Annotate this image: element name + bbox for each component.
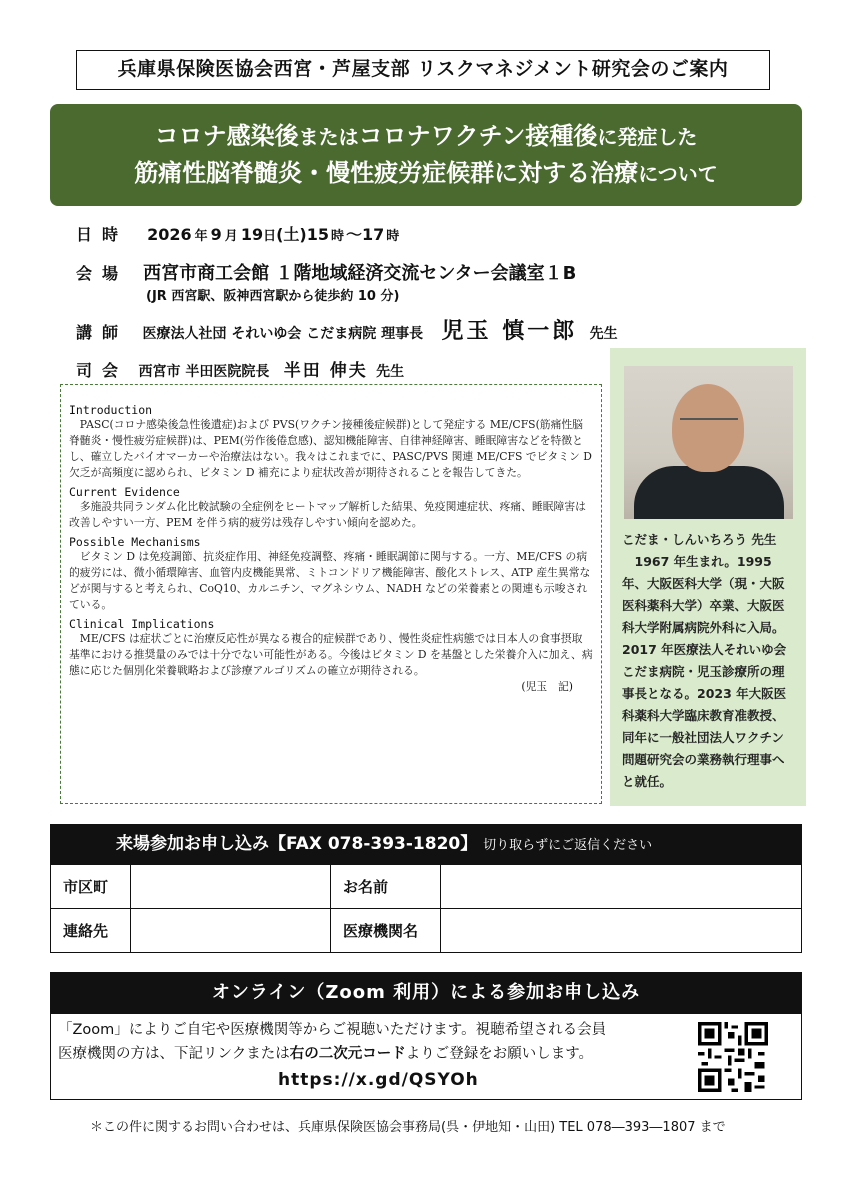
speaker-profile bbox=[610, 348, 806, 806]
event-header: 兵庫県保険医協会西宮・芦屋支部 リスクマネジメント研究会のご案内 bbox=[76, 50, 770, 90]
contact-field[interactable] bbox=[131, 909, 331, 953]
weekday: (土) bbox=[276, 225, 307, 244]
year-unit: 年 bbox=[194, 229, 208, 244]
title-banner bbox=[50, 104, 802, 206]
day: 19 bbox=[240, 225, 264, 244]
venue-label: 会場 bbox=[76, 264, 129, 283]
registration-form bbox=[50, 864, 802, 953]
online-line-2 bbox=[58, 1042, 606, 1066]
moderator-name: 半田 伸夫 bbox=[283, 361, 368, 381]
event-datetime bbox=[76, 222, 399, 245]
online-header: オンライン（Zoom 利用）による参加お申し込み bbox=[50, 972, 802, 1014]
title-text: コロナ感染後 bbox=[154, 121, 299, 150]
moderator bbox=[76, 356, 404, 381]
event-venue bbox=[76, 259, 576, 285]
title-text: について bbox=[638, 162, 718, 186]
year: 2026 bbox=[147, 225, 192, 244]
title-text: または bbox=[298, 125, 359, 149]
datetime-label: 日時 bbox=[76, 225, 129, 244]
month: 9 bbox=[210, 225, 222, 244]
venue-note: (JR 西宮駅、阪神西宮駅から徒歩約 10 分) bbox=[146, 289, 400, 304]
month-unit: 月 bbox=[224, 229, 238, 244]
profile-text bbox=[622, 529, 794, 793]
field-label: 連絡先 bbox=[51, 909, 131, 953]
registration-link[interactable]: https://x.gd/QSYOh bbox=[278, 1070, 479, 1090]
section-body: ビタミン D は免疫調節、抗炎症作用、神経免疫調整、疼痛・睡眠調節に関与する。一方、ME/CFS の病的疲労には、微小循環障害、血管内皮機能異常、ミトコンドリア機能障害、酸化ストレス、ATP 産生異常などが関与すると考えられ、CoQ10、カルニチン、マグネシウム、NADH などの栄養素との関連も示唆されている。 bbox=[69, 550, 591, 611]
online-text-part: よりご登録をお願いします。 bbox=[405, 1046, 594, 1062]
title-line-1 bbox=[50, 118, 802, 155]
section-body: 多施設共同ランダム化比較試験の全症例をヒートマップ解析した結果、免疫関連症状、疼痛、睡眠障害は改善しやすい一方、PEM を伴う病的疲労は残存しやすい傾向を認めた。 bbox=[69, 500, 586, 529]
section-body: ME/CFS は症状ごとに治療反応性が異なる複合的症候群であり、慢性炎症性病態では日本人の食事摂取基準における推奨量のみでは十分でない可能性がある。今後はビタミン D を基盤とした栄養介入に加え、病態に応じた個別化栄養戦略および診療アルゴリズムの確立が期待される。 bbox=[69, 632, 593, 677]
abstract-box bbox=[60, 384, 602, 804]
name-field[interactable] bbox=[441, 865, 802, 909]
title-text: に発症した bbox=[597, 125, 698, 149]
moderator-label: 司会 bbox=[76, 361, 129, 380]
venue-name: 西宮市商工会館 １階地域経済交流センター会議室１B bbox=[143, 263, 577, 284]
contact-footer: ＊この件に関するお問い合わせは、兵庫県保険医協会事務局(呉・伊地知・山田) TEL 078―393―1807 まで bbox=[90, 1120, 726, 1135]
start-hour: 15 bbox=[306, 225, 329, 244]
registration-header bbox=[50, 824, 802, 864]
end-hour: 17 bbox=[362, 225, 385, 244]
profile-name: こだま・しんいちろう 先生 bbox=[622, 532, 777, 547]
title-text: 筋痛性脳脊髄炎・慢性疲労症候群に対する治療 bbox=[134, 158, 639, 187]
time-unit: 時 bbox=[331, 229, 345, 244]
online-line-1: 「Zoom」によりご自宅や医療機関等からご視聴いただけます。視聴希望される会員 bbox=[58, 1022, 607, 1038]
moderator-honorific: 先生 bbox=[376, 364, 405, 380]
online-text-part: 医療機関の方は、下記リンクまたは bbox=[58, 1046, 290, 1062]
section-heading: Clinical Implications bbox=[69, 617, 215, 631]
section-heading: Possible Mechanisms bbox=[69, 535, 201, 549]
field-label: 医療機関名 bbox=[331, 909, 441, 953]
lecturer-honorific: 先生 bbox=[589, 326, 618, 342]
moderator-affiliation: 西宮市 半田医院院長 bbox=[138, 364, 270, 380]
lecturer-label: 講師 bbox=[76, 323, 129, 342]
online-text bbox=[58, 1018, 606, 1066]
abstract-signature: (児玉 記) bbox=[521, 680, 573, 693]
title-line-2 bbox=[50, 155, 802, 192]
qr-code-icon[interactable] bbox=[698, 1022, 768, 1092]
registration-title: 来場参加お申し込み【FAX 078-393-1820】 bbox=[116, 834, 478, 854]
title-text: コロナワクチン接種後 bbox=[358, 121, 598, 150]
lecturer-affiliation: 医療法人社団 それいゆ会 こだま病院 理事長 bbox=[142, 326, 424, 342]
lecturer-name: 児玉 慎一郎 bbox=[441, 318, 578, 344]
section-heading: Introduction bbox=[69, 403, 153, 417]
city-field[interactable] bbox=[131, 865, 331, 909]
day-unit: 日 bbox=[263, 229, 277, 244]
lecturer bbox=[76, 314, 618, 345]
section-body: PASC(コロナ感染後急性後遺症)および PVS(ワクチン接種後症候群)として発症する ME/CFS(筋痛性脳脊髄炎・慢性疲労症候群)は、PEM(労作後倦怠感)、認知機能障害、自律神経障害、睡眠障害などを特徴とし、確立したバイオマーカーや治療法はない。我々はこれまでに、PASC/PVS 関連 ME/CFS でビタミン D 欠乏が高頻度に認められ、ビタミン D 補充により症状改善が期待されることを報告してきた。 bbox=[69, 418, 592, 479]
profile-bio: 1967 年生まれ。1995 年、大阪医科大学（現・大阪医科薬科大学）卒業、大阪医科大学附属病院外科に入局。2017 年医療法人それいゆ会 こだま病院・児玉診療所の理事長となる。2023 年大阪医科薬科大学臨床教育准教授、同年に一般社団法人ワクチン問題研究会の業務執行理事へと就任。 bbox=[622, 554, 787, 789]
end-unit: 時 bbox=[386, 229, 400, 244]
field-label: 市区町 bbox=[51, 865, 131, 909]
registration-note: 切り取らずにご返信ください bbox=[483, 838, 653, 853]
speaker-photo bbox=[624, 366, 793, 519]
institution-field[interactable] bbox=[441, 909, 802, 953]
section-heading: Current Evidence bbox=[69, 485, 180, 499]
online-text-bold: 右の二次元コード bbox=[289, 1046, 406, 1062]
field-label: お名前 bbox=[331, 865, 441, 909]
time-separator: 〜 bbox=[346, 225, 363, 244]
